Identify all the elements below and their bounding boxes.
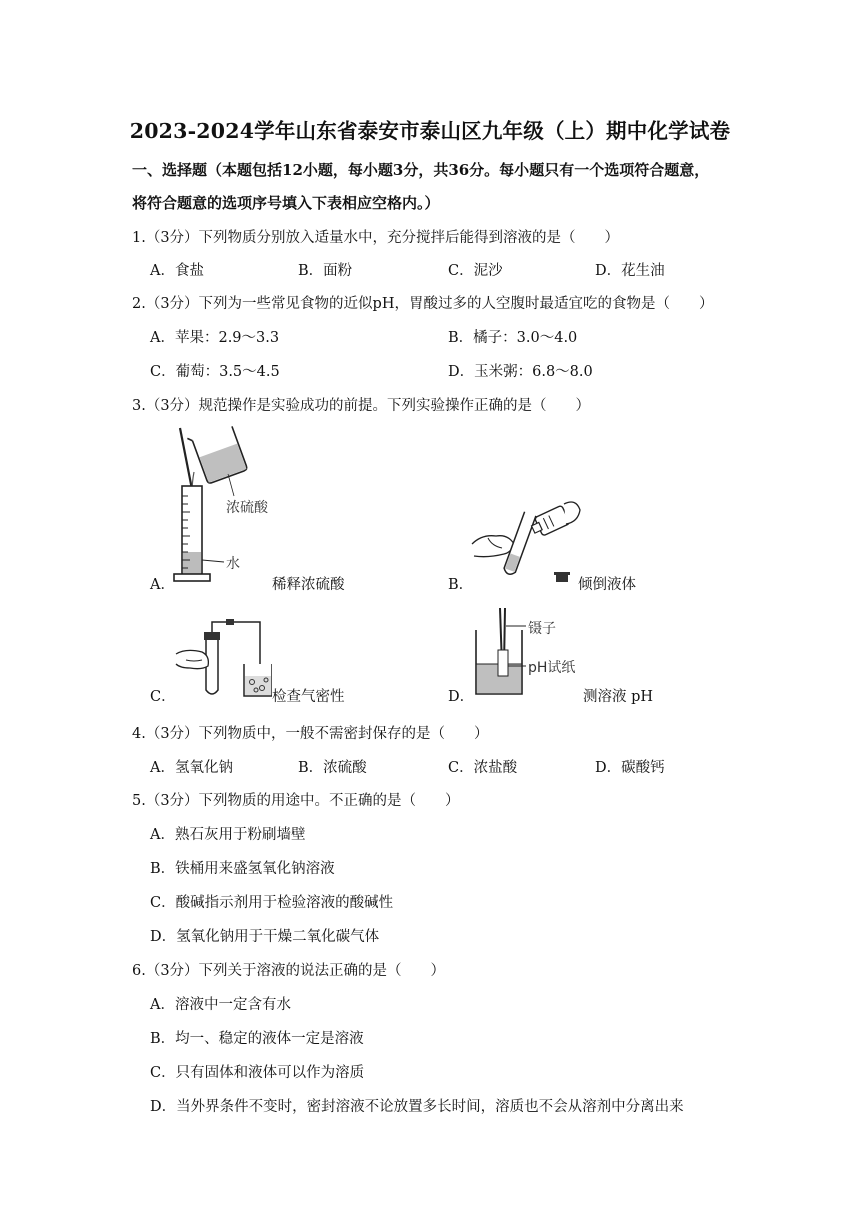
question-2-stem: 2.（3分）下列为一些常见食物的近似pH，胃酸过多的人空腹时最适宜吃的食物是（ ） xyxy=(132,296,714,312)
question-6-option-d[interactable]: D．当外界条件不变时，密封溶液不论放置多长时间，溶质也不会从溶剂中分离出来 xyxy=(150,1099,684,1115)
question-1-stem: 1.（3分）下列物质分别放入适量水中，充分搅拌后能得到溶液的是（ ） xyxy=(132,230,620,246)
figure-b-caption: 倾倒液体 xyxy=(578,577,636,593)
figure-dilute-sulfuric-acid xyxy=(168,422,288,590)
label-ph-paper: pH试纸 xyxy=(528,660,576,676)
question-5-option-c[interactable]: C．酸碱指示剂用于检验溶液的酸碱性 xyxy=(150,895,394,911)
question-6-stem: 6.（3分）下列关于溶液的说法正确的是（ ） xyxy=(132,963,446,979)
page-title: 2023-2024学年山东省泰安市泰山区九年级（上）期中化学试卷 xyxy=(129,119,731,143)
question-5-option-d[interactable]: D．氢氧化钠用于干燥二氧化碳气体 xyxy=(150,929,380,945)
question-6-option-a[interactable]: A．溶液中一定含有水 xyxy=(150,997,291,1013)
question-4-option-c[interactable]: C．浓盐酸 xyxy=(448,760,518,776)
question-5-stem: 5.（3分）下列物质的用途中。不正确的是（ ） xyxy=(132,793,460,809)
question-1-option-d[interactable]: D．花生油 xyxy=(595,263,665,279)
question-2-option-b[interactable]: B．橘子：3.0～4.0 xyxy=(448,330,578,346)
question-2-option-d[interactable]: D．玉米粥：6.8～8.0 xyxy=(448,364,593,380)
question-3-option-a[interactable]: A． xyxy=(150,577,175,593)
question-4-option-b[interactable]: B．浓硫酸 xyxy=(298,760,367,776)
figure-c-caption: 检查气密性 xyxy=(272,689,345,705)
question-4-stem: 4.（3分）下列物质中，一般不需密封保存的是（ ） xyxy=(132,726,489,742)
question-4-option-a[interactable]: A．氢氧化钠 xyxy=(150,760,233,776)
question-2-option-c[interactable]: C．葡萄：3.5～4.5 xyxy=(150,364,280,380)
question-1-option-b[interactable]: B．面粉 xyxy=(298,263,353,279)
question-5-option-b[interactable]: B．铁桶用来盛氢氧化钠溶液 xyxy=(150,861,335,877)
question-3-option-c[interactable]: C． xyxy=(150,689,176,705)
question-5-option-a[interactable]: A．熟石灰用于粉刷墙壁 xyxy=(150,827,306,843)
question-4-option-d[interactable]: D．碳酸钙 xyxy=(595,760,665,776)
question-3-option-d[interactable]: D． xyxy=(448,689,475,705)
label-tweezers: 镊子 xyxy=(528,621,556,637)
figure-airtightness-check xyxy=(172,618,272,700)
figure-pouring-liquid xyxy=(468,494,584,590)
question-3-stem: 3.（3分）规范操作是实验成功的前提。下列实验操作正确的是（ ） xyxy=(132,398,591,414)
question-2-option-a[interactable]: A．苹果：2.9～3.3 xyxy=(150,330,280,346)
figure-d-caption: 测溶液 pH xyxy=(583,689,654,705)
question-1-option-c[interactable]: C．泥沙 xyxy=(448,263,503,279)
question-1-option-a[interactable]: A．食盐 xyxy=(150,263,204,279)
figure-a-caption: 稀释浓硫酸 xyxy=(272,577,345,593)
label-water: 水 xyxy=(226,556,240,572)
question-6-option-c[interactable]: C．只有固体和液体可以作为溶质 xyxy=(150,1065,365,1081)
section-heading-line1: 一、选择题（本题包括12小题，每小题3分，共36分。每小题只有一个选项符合题意， xyxy=(132,161,710,179)
question-3-option-b[interactable]: B． xyxy=(448,577,474,593)
figure-ph-measurement xyxy=(470,606,588,702)
question-6-option-b[interactable]: B．均一、稳定的液体一定是溶液 xyxy=(150,1031,364,1047)
section-heading-line2: 将符合题意的选项序号填入下表相应空格内。） xyxy=(132,194,440,212)
label-concentrated-sulfuric-acid: 浓硫酸 xyxy=(226,500,268,516)
